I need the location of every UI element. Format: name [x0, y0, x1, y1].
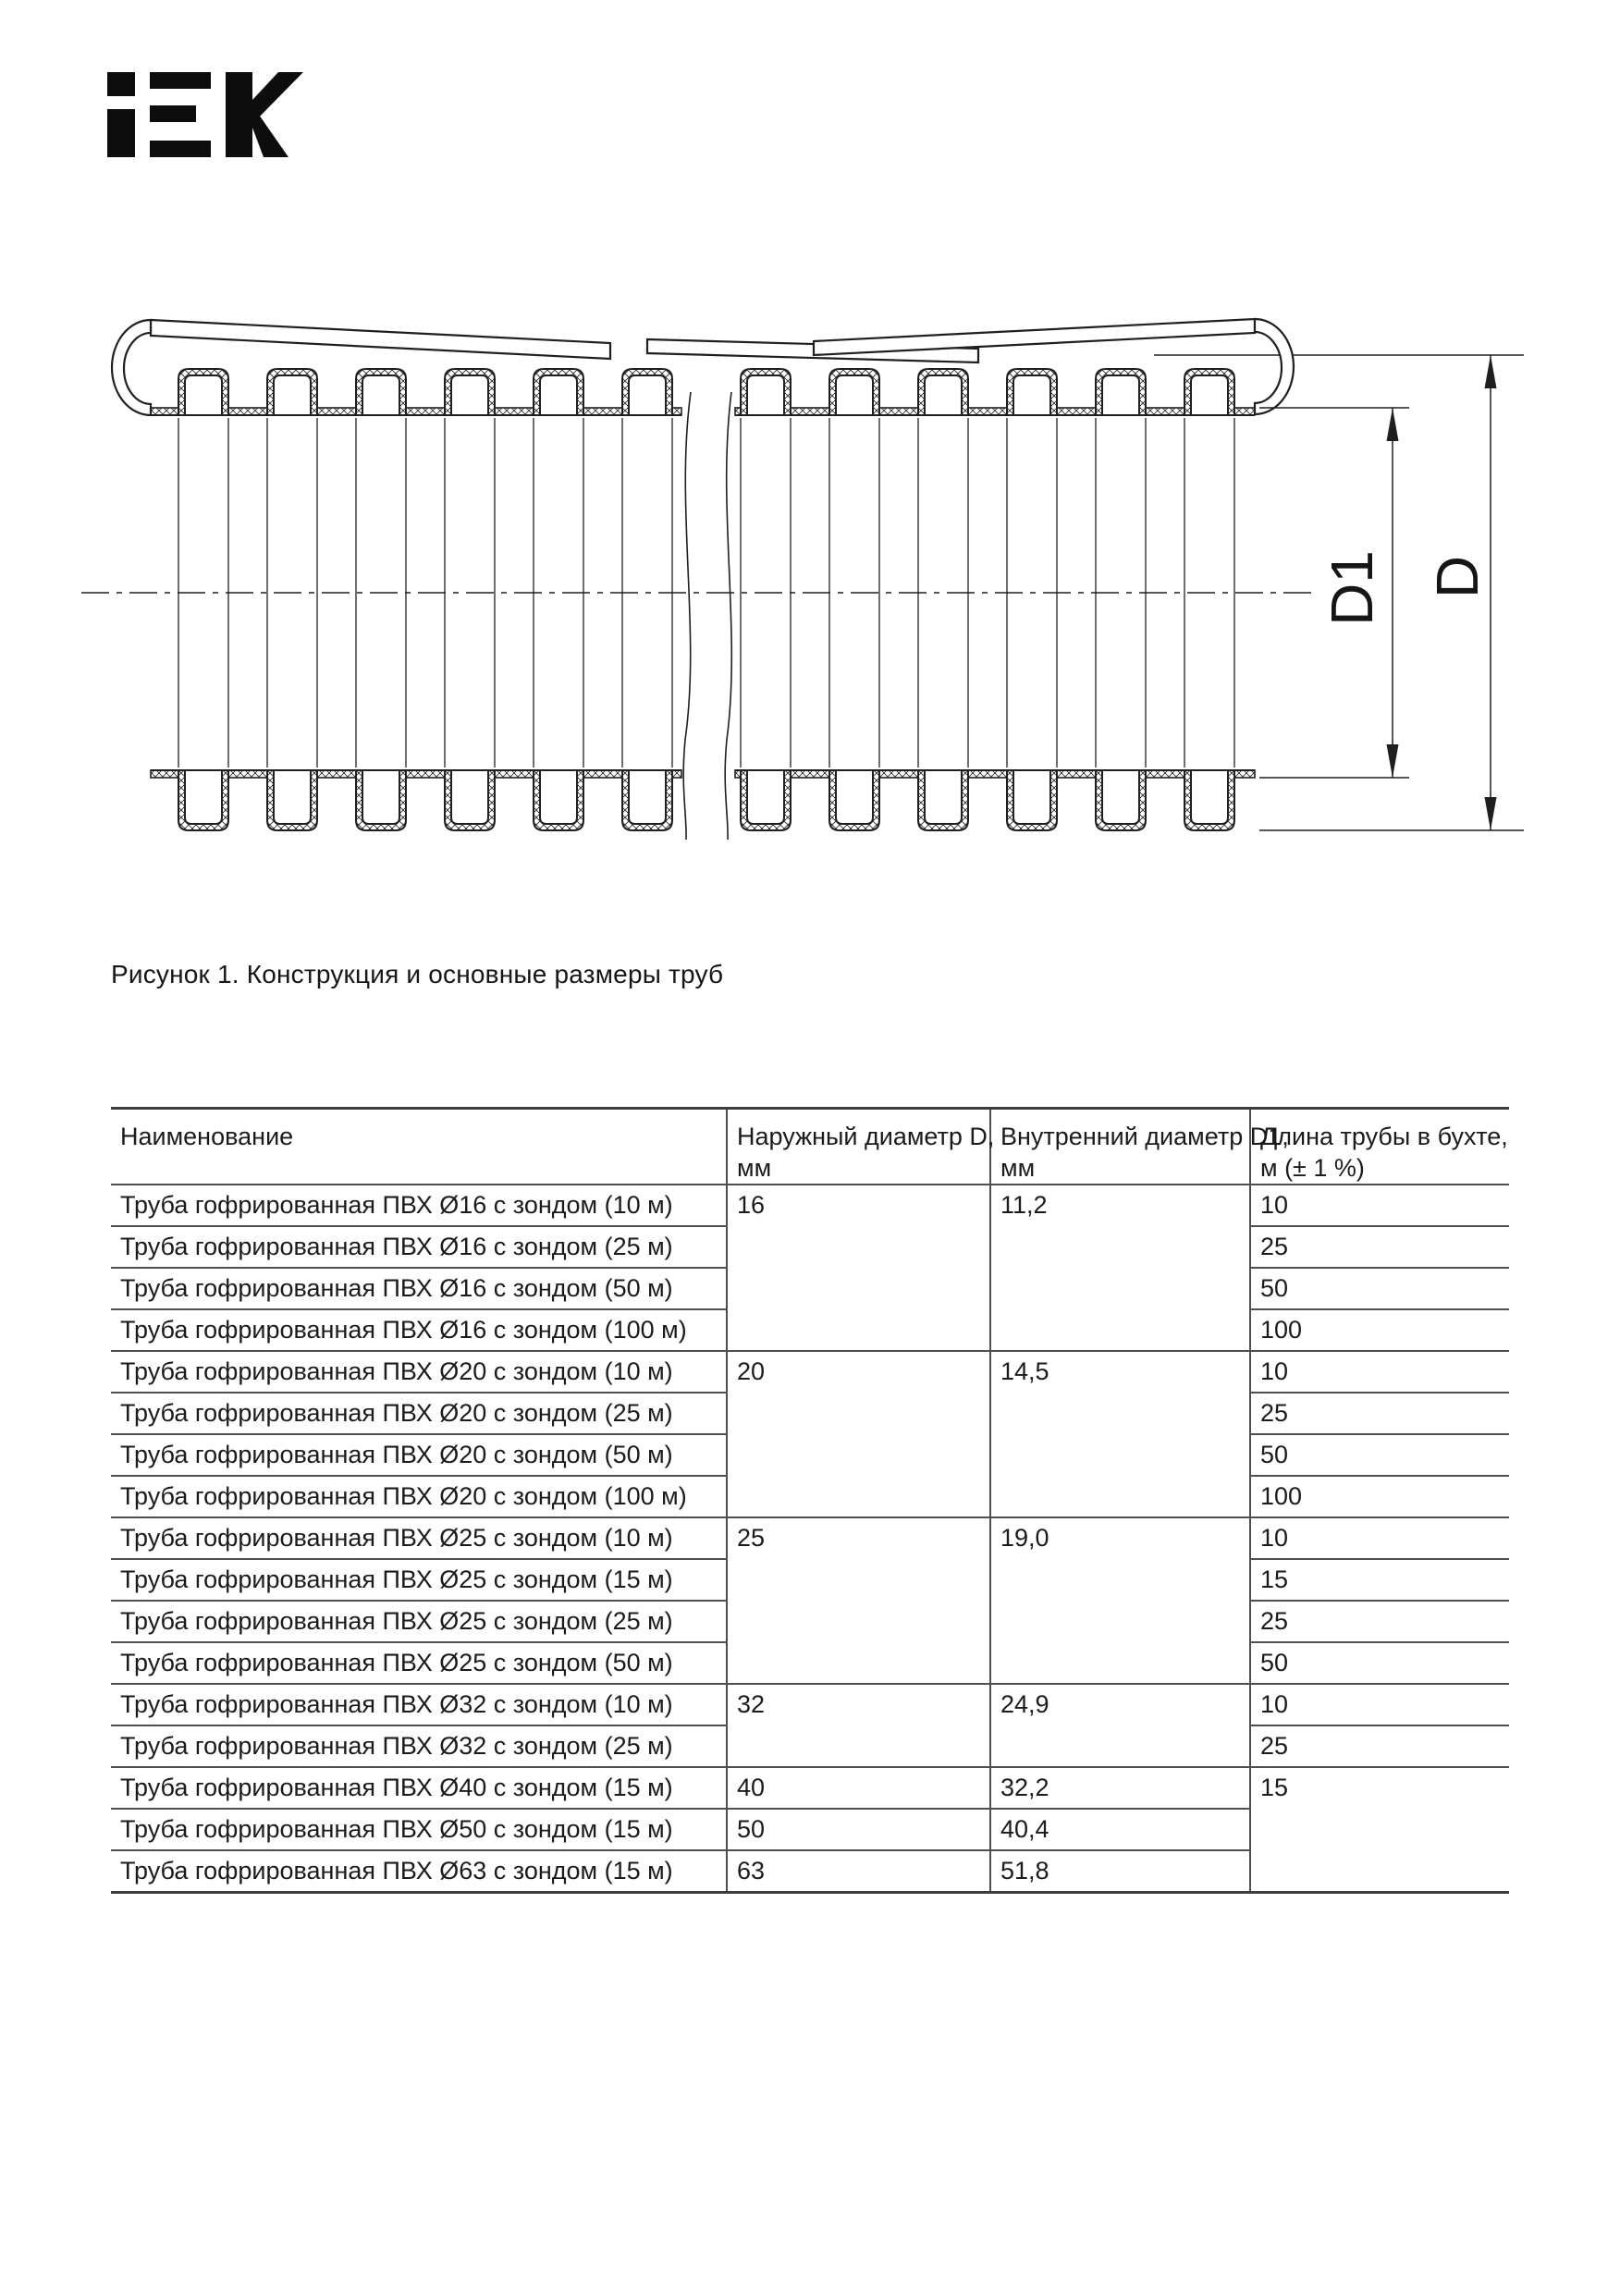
pipe-name-cell: Труба гофрированная ПВХ Ø16 с зондом (100 м)	[111, 1309, 727, 1351]
column-header-name	[111, 1109, 727, 1185]
dimension-label-d1: D1	[1319, 550, 1385, 626]
table-row	[111, 1767, 1509, 1809]
value-cell: 15	[1250, 1559, 1509, 1601]
header-line: мм	[1000, 1154, 1036, 1182]
pipe-section-geometry	[81, 319, 1524, 840]
spec-table	[111, 1107, 1509, 1894]
header-line: Наименование	[120, 1123, 294, 1150]
header-line: Наружный диаметр D,	[737, 1123, 995, 1150]
header-line: Внутренний диаметр D1,	[1000, 1123, 1289, 1150]
value-cell: 10	[1250, 1185, 1509, 1226]
pipe-drawing	[0, 0, 1620, 925]
value-cell: 15	[1250, 1767, 1509, 1892]
column-header-inner-diameter	[990, 1109, 1289, 1185]
value-cell: 40,4	[990, 1809, 1250, 1850]
pipe-name-cell: Труба гофрированная ПВХ Ø40 с зондом (15 м)	[111, 1767, 727, 1809]
figure-caption: Рисунок 1. Конструкция и основные размеры труб	[111, 960, 724, 988]
dimension-annotations	[1319, 550, 1491, 626]
column-header-outer-diameter	[727, 1109, 995, 1185]
pipe-name-cell: Труба гофрированная ПВХ Ø63 с зондом (15 м)	[111, 1850, 727, 1892]
value-cell: 25	[727, 1517, 990, 1684]
value-cell: 50	[1250, 1434, 1509, 1476]
value-cell: 14,5	[990, 1351, 1250, 1517]
header-line: Длина трубы в бухте,	[1260, 1123, 1508, 1150]
header-line: м (± 1 %)	[1260, 1154, 1365, 1182]
table-row	[111, 1185, 1509, 1226]
value-cell: 19,0	[990, 1517, 1250, 1684]
value-cell: 25	[1250, 1393, 1509, 1434]
value-cell: 51,8	[990, 1850, 1250, 1892]
value-cell: 50	[727, 1809, 990, 1850]
pipe-name-cell: Труба гофрированная ПВХ Ø25 с зондом (10 м)	[111, 1517, 727, 1559]
value-cell: 63	[727, 1850, 990, 1892]
value-cell: 40	[727, 1767, 990, 1809]
value-cell: 10	[1250, 1517, 1509, 1559]
pipe-name-cell: Труба гофрированная ПВХ Ø25 с зондом (50 м)	[111, 1642, 727, 1684]
pipe-name-cell: Труба гофрированная ПВХ Ø16 с зондом (10 м)	[111, 1185, 727, 1226]
table-row	[111, 1684, 1509, 1725]
value-cell: 16	[727, 1185, 990, 1351]
value-cell: 100	[1250, 1309, 1509, 1351]
value-cell: 32,2	[990, 1767, 1250, 1809]
header-line: мм	[737, 1154, 772, 1182]
pipe-name-cell: Труба гофрированная ПВХ Ø20 с зондом (10 м)	[111, 1351, 727, 1393]
pipe-name-cell: Труба гофрированная ПВХ Ø32 с зондом (10 м)	[111, 1684, 727, 1725]
value-cell: 50	[1250, 1642, 1509, 1684]
pipe-name-cell: Труба гофрированная ПВХ Ø16 с зондом (50 м)	[111, 1268, 727, 1309]
table-row	[111, 1351, 1509, 1393]
value-cell: 20	[727, 1351, 990, 1517]
value-cell: 25	[1250, 1601, 1509, 1642]
value-cell: 32	[727, 1684, 990, 1767]
pipe-name-cell: Труба гофрированная ПВХ Ø20 с зондом (25 м)	[111, 1393, 727, 1434]
value-cell: 10	[1250, 1684, 1509, 1725]
header-row	[111, 1109, 1509, 1185]
value-cell: 100	[1250, 1476, 1509, 1517]
value-cell: 25	[1250, 1725, 1509, 1767]
pipe-name-cell: Труба гофрированная ПВХ Ø20 с зондом (100 м)	[111, 1476, 727, 1517]
dimension-label-d: D	[1424, 555, 1491, 599]
pipe-name-cell: Труба гофрированная ПВХ Ø25 с зондом (15 м)	[111, 1559, 727, 1601]
pipe-name-cell: Труба гофрированная ПВХ Ø20 с зондом (50 м)	[111, 1434, 727, 1476]
column-header-coil-length	[1250, 1109, 1509, 1185]
pipe-name-cell: Труба гофрированная ПВХ Ø16 с зондом (25 м)	[111, 1226, 727, 1268]
value-cell: 10	[1250, 1351, 1509, 1393]
value-cell: 50	[1250, 1268, 1509, 1309]
value-cell: 11,2	[990, 1185, 1250, 1351]
pipe-name-cell: Труба гофрированная ПВХ Ø50 с зондом (15 м)	[111, 1809, 727, 1850]
value-cell: 24,9	[990, 1684, 1250, 1767]
value-cell: 25	[1250, 1226, 1509, 1268]
table-row	[111, 1517, 1509, 1559]
pipe-name-cell: Труба гофрированная ПВХ Ø25 с зондом (25 м)	[111, 1601, 727, 1642]
pipe-name-cell: Труба гофрированная ПВХ Ø32 с зондом (25 м)	[111, 1725, 727, 1767]
